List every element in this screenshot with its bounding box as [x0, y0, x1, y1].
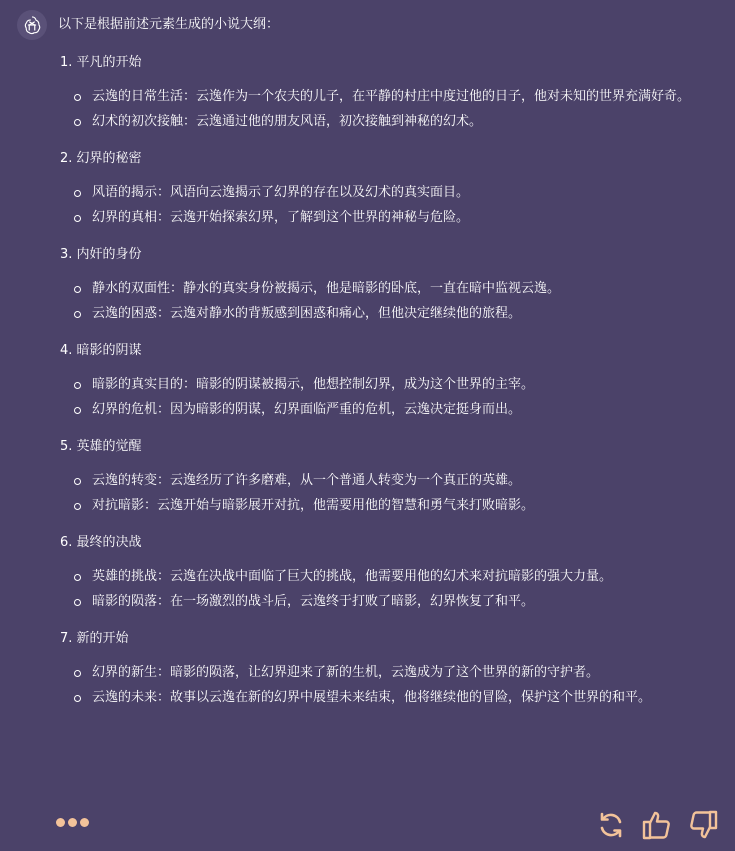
- message-actions: [594, 808, 720, 842]
- list-item: 云逸的转变：云逸经历了许多磨难，从一个普通人转变为一个真正的英雄。: [60, 470, 720, 492]
- outline-section: [60, 150, 720, 229]
- section-items: [60, 278, 720, 325]
- list-item: 暗影的陨落：在一场激烈的战斗后，云逸终于打败了暗影，幻界恢复了和平。: [60, 591, 720, 613]
- section-title: 7. 新的开始: [60, 631, 129, 646]
- list-item: 云逸的日常生活：云逸作为一个农夫的儿子，在平静的村庄中度过他的日子，他对未知的世界充满好奇。: [60, 86, 720, 108]
- outline-section: [60, 534, 720, 613]
- section-items: [60, 182, 720, 229]
- section-items: [60, 374, 720, 421]
- section-items: [60, 86, 720, 133]
- section-items: [60, 566, 720, 613]
- assistant-avatar: [17, 10, 47, 40]
- more-dots-icon[interactable]: [56, 818, 89, 827]
- thumbs-down-icon: [687, 809, 719, 841]
- dislike-button[interactable]: [686, 808, 720, 842]
- list-item: 云逸的未来：故事以云逸在新的幻界中展望未来结束，他将继续他的冒险，保护这个世界的和平。: [60, 687, 720, 709]
- like-button[interactable]: [640, 808, 674, 842]
- outline-section: [60, 342, 720, 421]
- section-items: [60, 662, 720, 709]
- openai-logo-icon: [21, 14, 43, 36]
- regenerate-button[interactable]: [594, 808, 628, 842]
- thumbs-up-icon: [641, 809, 673, 841]
- dot: [80, 818, 89, 827]
- refresh-icon: [595, 809, 627, 841]
- list-item: 静水的双面性：静水的真实身份被揭示，他是暗影的卧底，一直在暗中监视云逸。: [60, 278, 720, 300]
- message-intro: 以下是根据前述元素生成的小说大纲：: [58, 17, 280, 32]
- outline-section: [60, 54, 720, 133]
- list-item: 对抗暗影：云逸开始与暗影展开对抗，他需要用他的智慧和勇气来打败暗影。: [60, 495, 720, 517]
- list-item: 幻界的新生：暗影的陨落，让幻界迎来了新的生机，云逸成为了这个世界的新的守护者。: [60, 662, 720, 684]
- list-item: 幻界的真相：云逸开始探索幻界，了解到这个世界的神秘与危险。: [60, 207, 720, 229]
- outline-section: [60, 630, 720, 709]
- outline-list: [60, 54, 720, 726]
- list-item: 幻界的危机：因为暗影的阴谋，幻界面临严重的危机，云逸决定挺身而出。: [60, 399, 720, 421]
- section-title: 5. 英雄的觉醒: [60, 439, 142, 454]
- list-item: 云逸的困惑：云逸对静水的背叛感到困惑和痛心，但他决定继续他的旅程。: [60, 303, 720, 325]
- section-title: 6. 最终的决战: [60, 535, 142, 550]
- outline-section: [60, 246, 720, 325]
- dot: [68, 818, 77, 827]
- outline-section: [60, 438, 720, 517]
- section-items: [60, 470, 720, 517]
- section-title: 2. 幻界的秘密: [60, 151, 142, 166]
- list-item: 暗影的真实目的：暗影的阴谋被揭示，他想控制幻界，成为这个世界的主宰。: [60, 374, 720, 396]
- list-item: 英雄的挑战：云逸在决战中面临了巨大的挑战，他需要用他的幻术来对抗暗影的强大力量。: [60, 566, 720, 588]
- section-title: 4. 暗影的阴谋: [60, 343, 142, 358]
- list-item: 风语的揭示：风语向云逸揭示了幻界的存在以及幻术的真实面目。: [60, 182, 720, 204]
- section-title: 3. 内奸的身份: [60, 247, 142, 262]
- list-item: 幻术的初次接触：云逸通过他的朋友风语，初次接触到神秘的幻术。: [60, 111, 720, 133]
- dot: [56, 818, 65, 827]
- section-title: 1. 平凡的开始: [60, 55, 142, 70]
